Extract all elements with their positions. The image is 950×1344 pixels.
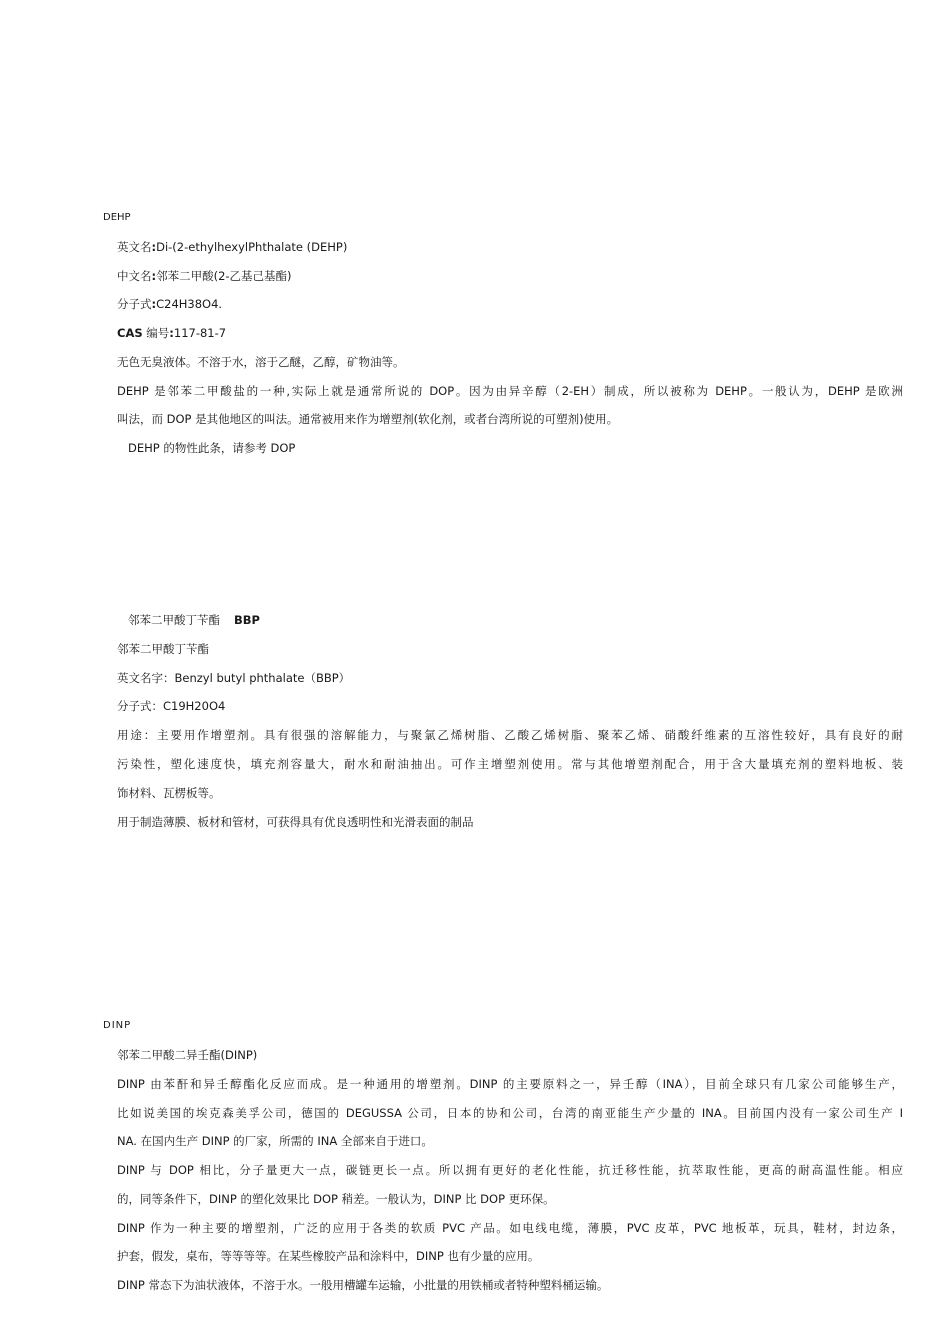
label: 英文名 [117, 240, 152, 254]
bbp-usage-line-2: 污染性，塑化速度快，填充剂容量大，耐水和耐油抽出。可作主增塑剂使用。常与其他增塑剂配合，用于含大量填充剂的塑料地板、装 [117, 757, 903, 771]
colon: : [151, 269, 157, 283]
dehp-formula [117, 296, 222, 312]
bbp-usage-line-3: 饰材料、瓦楞板等。 [117, 786, 221, 800]
colon: : [151, 240, 157, 254]
dinp-p1-line-3: NA. 在国内生产 DINP 的厂家，所需的 INA 全部来自于进口。 [117, 1134, 433, 1148]
colon: : [169, 326, 174, 340]
bbp-heading-abbr: BBP [234, 613, 260, 627]
value: Di-(2-ethylhexylPhthalate (DEHP) [156, 240, 348, 254]
bbp-chinese-name: 邻苯二甲酸丁苄酯 [117, 642, 209, 656]
dinp-p3-line-2: 护套，假发，桌布，等等等等。在某些橡胶产品和涂料中，DINP 也有少量的应用。 [117, 1249, 540, 1263]
cas-label-rest: 编号 [142, 326, 170, 340]
dehp-desc-line-2: 叫法，而 DOP 是其他地区的叫法。通常被用来作为增塑剂(软化剂，或者台湾所说的可塑剂)使用。 [117, 412, 619, 426]
dinp-p2-line-1: DINP 与 DOP 相比，分子量更大一点，碳链更长一点。所以拥有更好的老化性能，抗迁移性能，抗萃取性能，更高的耐高温性能。相应 [117, 1163, 903, 1177]
dehp-reference: DEHP 的物性此条，请参考 DOP [128, 441, 296, 455]
dehp-appearance: 无色无臭液体。不溶于水，溶于乙醚，乙醇，矿物油等。 [117, 355, 405, 369]
value: 邻苯二甲酸(2-乙基己基酯) [156, 269, 292, 283]
cas-label-bold: CAS [117, 326, 143, 340]
dinp-heading: DINP [103, 1020, 132, 1031]
dinp-chinese-name: 邻苯二甲酸二异壬酯(DINP) [117, 1048, 258, 1062]
dinp-p4-line-1: DINP 常态下为油状液体，不溶于水。一般用槽罐车运输，小批量的用铁桶或者特种塑料桶运输。 [117, 1278, 609, 1292]
bbp-formula: 分子式：C19H20O4 [117, 699, 226, 713]
label: 中文名 [117, 269, 152, 283]
bbp-heading-cn: 邻苯二甲酸丁苄酯 [128, 613, 220, 627]
dehp-desc-line-1: DEHP 是邻苯二甲酸盐的一种,实际上就是通常所说的 DOP。因为由异辛醇（2-EH）制成，所以被称为 DEHP。一般认为，DEHP 是欧洲 [117, 384, 903, 398]
bbp-english-name: 英文名字：Benzyl butyl phthalate（BBP） [117, 671, 351, 685]
dehp-heading: DEHP [103, 212, 131, 223]
dinp-p2-line-2: 的，同等条件下，DINP 的塑化效果比 DOP 稍差。一般认为，DINP 比 DOP 更环保。 [117, 1192, 555, 1206]
dinp-p1-line-2: 比如说美国的埃克森美孚公司，德国的 DEGUSSA 公司，日本的协和公司，台湾的南亚能生产少量的 INA。目前国内没有一家公司生产 I [117, 1106, 903, 1120]
value: 117-81-7 [173, 326, 227, 340]
dinp-p1-line-1: DINP 由苯酐和异壬醇酯化反应而成。是一种通用的增塑剂。DINP 的主要原料之一，异壬醇（INA），目前全球只有几家公司能够生产， [117, 1077, 903, 1091]
dehp-cas [117, 325, 226, 341]
value: C24H38O4. [156, 297, 223, 311]
dehp-chinese-name [117, 268, 292, 284]
colon: : [151, 297, 157, 311]
bbp-heading [128, 612, 260, 628]
dinp-p3-line-1: DINP 作为一种主要的增塑剂，广泛的应用于各类的软质 PVC 产品。如电线电缆，薄膜，PVC 皮革，PVC 地板革，玩具，鞋材，封边条， [117, 1221, 903, 1235]
dehp-english-name [117, 239, 347, 255]
bbp-usage-line-1: 用途：主要用作增塑剂。具有很强的溶解能力，与聚氯乙烯树脂、乙酸乙烯树脂、聚苯乙烯、硝酸纤维素的互溶性较好，具有良好的耐 [117, 728, 903, 742]
label: 分子式 [117, 297, 152, 311]
bbp-application: 用于制造薄膜、板材和管材，可获得具有优良透明性和光滑表面的制品 [117, 815, 474, 829]
